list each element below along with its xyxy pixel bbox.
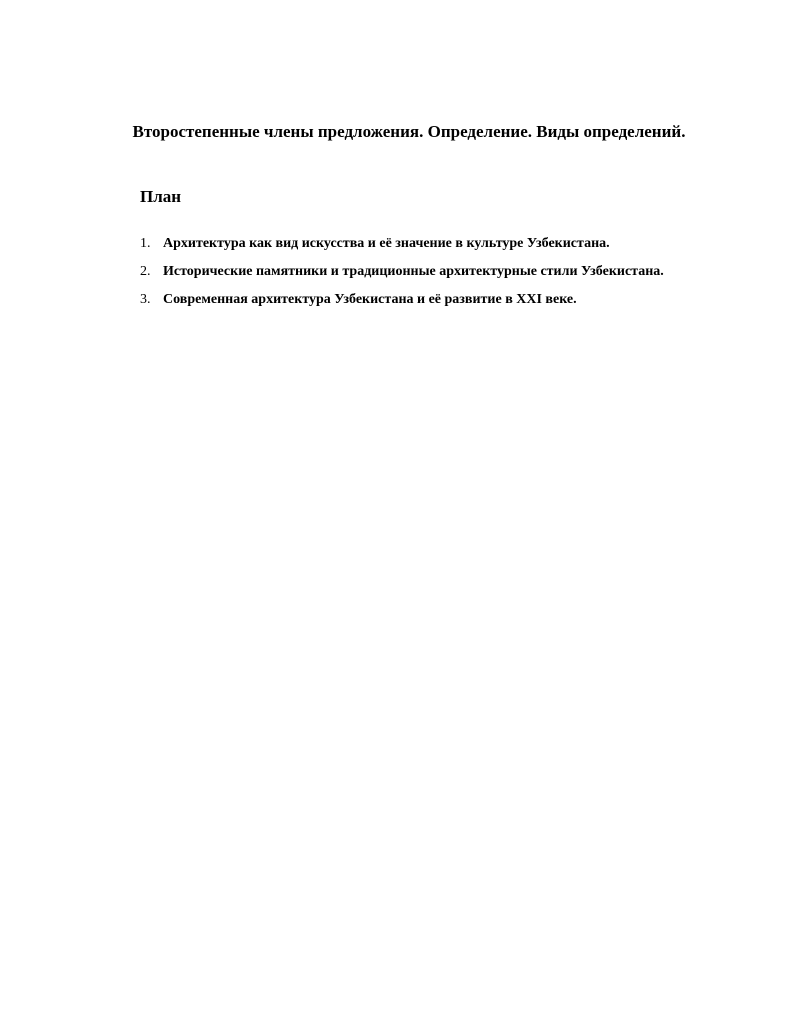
- page-title: Второстепенные члены предложения. Определение. Виды определений.: [132, 122, 686, 141]
- plan-item: [140, 262, 664, 290]
- plan-heading: План: [140, 187, 182, 206]
- plan-item-number: 1.: [140, 236, 151, 251]
- plan-item: [140, 290, 664, 318]
- plan-item-number: 2.: [140, 264, 151, 279]
- plan-item-number: 3.: [140, 292, 151, 307]
- plan-item-text: Исторические памятники и традиционные архитектурные стили Узбекистана.: [163, 264, 664, 279]
- plan-item: [140, 234, 664, 262]
- plan-item-text: Современная архитектура Узбекистана и её развитие в XXI веке.: [163, 292, 577, 307]
- plan-list: [140, 234, 664, 318]
- plan-item-text: Архитектура как вид искусства и её значение в культуре Узбекистана.: [163, 236, 610, 251]
